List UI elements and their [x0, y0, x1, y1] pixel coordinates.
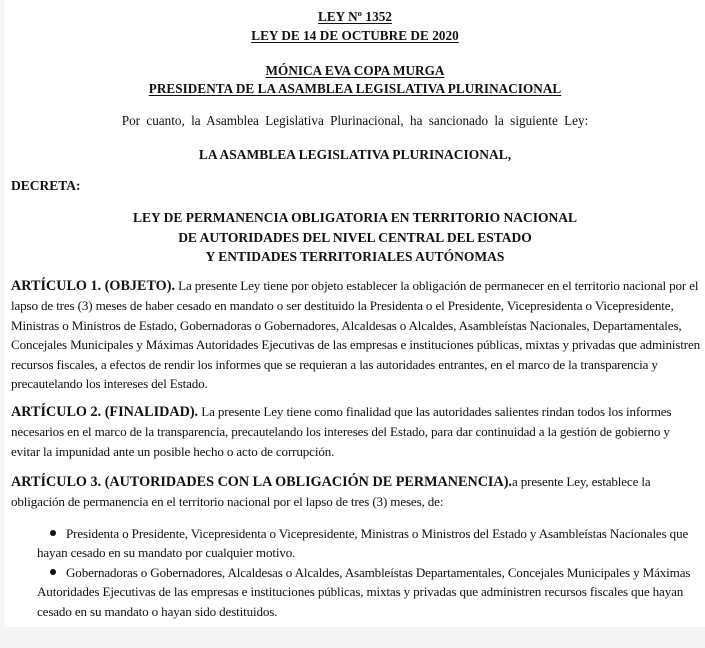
law-title-line-3: Y ENTIDADES TERRITORIALES AUTÓNOMAS	[205, 249, 505, 264]
law-date: LEY DE 14 DE OCTUBRE DE 2020	[251, 28, 459, 43]
decreta-label: DECRETA:	[11, 178, 81, 193]
bullet-icon	[50, 569, 56, 575]
article-1	[11, 276, 701, 393]
law-number: LEY Nº 1352	[317, 9, 393, 24]
article-3	[11, 472, 701, 512]
article-3-list	[37, 524, 699, 621]
asamblea-heading: LA ASAMBLEA LEGISLATIVA PLURINACIONAL,	[198, 147, 512, 162]
president-name: MÓNICA EVA COPA MURGA	[265, 63, 445, 78]
article-2-title: ARTÍCULO 2. (FINALIDAD).	[11, 404, 199, 420]
law-title	[4, 208, 705, 267]
list-item-text: Gobernadoras o Gobernadores, Alcaldesas o Alcaldes, Asambleístas Departamentales, Concejales Municipales y Máximas Autoridades Ejecutivas de las empresas e instituciones públicas, mixtas y privadas que administren recursos fiscales que hayan cesado en su mandato o hayan sido destituidos.	[37, 564, 691, 619]
article-2-body: La presente Ley tiene como finalidad que las autoridades salientes rindan todos los informes necesarios en el marco de la transparencia, precautelando los intereses del Estado, para dar continuidad a la gestión de gobierno y evitar la impunidad ante un posible hecho o acto de corrupción.	[11, 404, 672, 459]
article-3-title: ARTÍCULO 3. (AUTORIDADES CON LA OBLIGACIÓN DE PERMANENCIA).	[11, 474, 512, 490]
bullet-icon	[50, 530, 56, 536]
list-item-text: Presidenta o Presidente, Vicepresidenta o Vicepresidente, Ministras o Ministros del Estado y Asambleístas Nacionales que hayan cesado en su mandato por cualquier motivo.	[37, 526, 689, 561]
list-item	[37, 563, 699, 621]
law-title-line-1: LEY DE PERMANENCIA OBLIGATORIA EN TERRITORIO NACIONAL	[132, 210, 578, 225]
page-bottom-margin	[0, 627, 705, 648]
article-3-body: a presente Ley, establece la obligación de permanencia en el territorio nacional por el lapso de tres (3) meses, de:	[11, 474, 651, 510]
article-2	[11, 402, 701, 461]
article-1-title: ARTÍCULO 1. (OBJETO).	[11, 278, 175, 294]
president-title: PRESIDENTA DE LA ASAMBLEA LEGISLATIVA PLURINACIONAL	[148, 81, 562, 96]
document-page	[3, 0, 705, 627]
por-cuanto-text: Por cuanto, la Asamblea Legislativa Plurinacional, ha sancionado la siguiente Ley:	[121, 113, 589, 128]
article-1-body: La presente Ley tiene por objeto establecer la obligación de permanecer en el territorio nacional por el lapso de tres (3) meses de haber cesado en mandato o ser destituido la Presidenta o el Presidente, Vicepresidenta o Vicepresidente, Ministras o Ministros de Estado, Gobernadoras o Gobernadores, Alcaldesas o Alcaldes, Asambleístas Nacionales, Departamentales, Concejales Municipales y Máximas Autoridades Ejecutivas de las empresas e instituciones públicas, mixtas y privadas que administren recursos fiscales, a efectos de rendir los informes que se requieran a las autoridades entrantes, en el marco de la transparencia y precautelando los intereses del Estado.	[11, 278, 701, 392]
list-item	[37, 524, 699, 563]
law-title-line-2: DE AUTORIDADES DEL NIVEL CENTRAL DEL ESTADO	[178, 229, 532, 245]
